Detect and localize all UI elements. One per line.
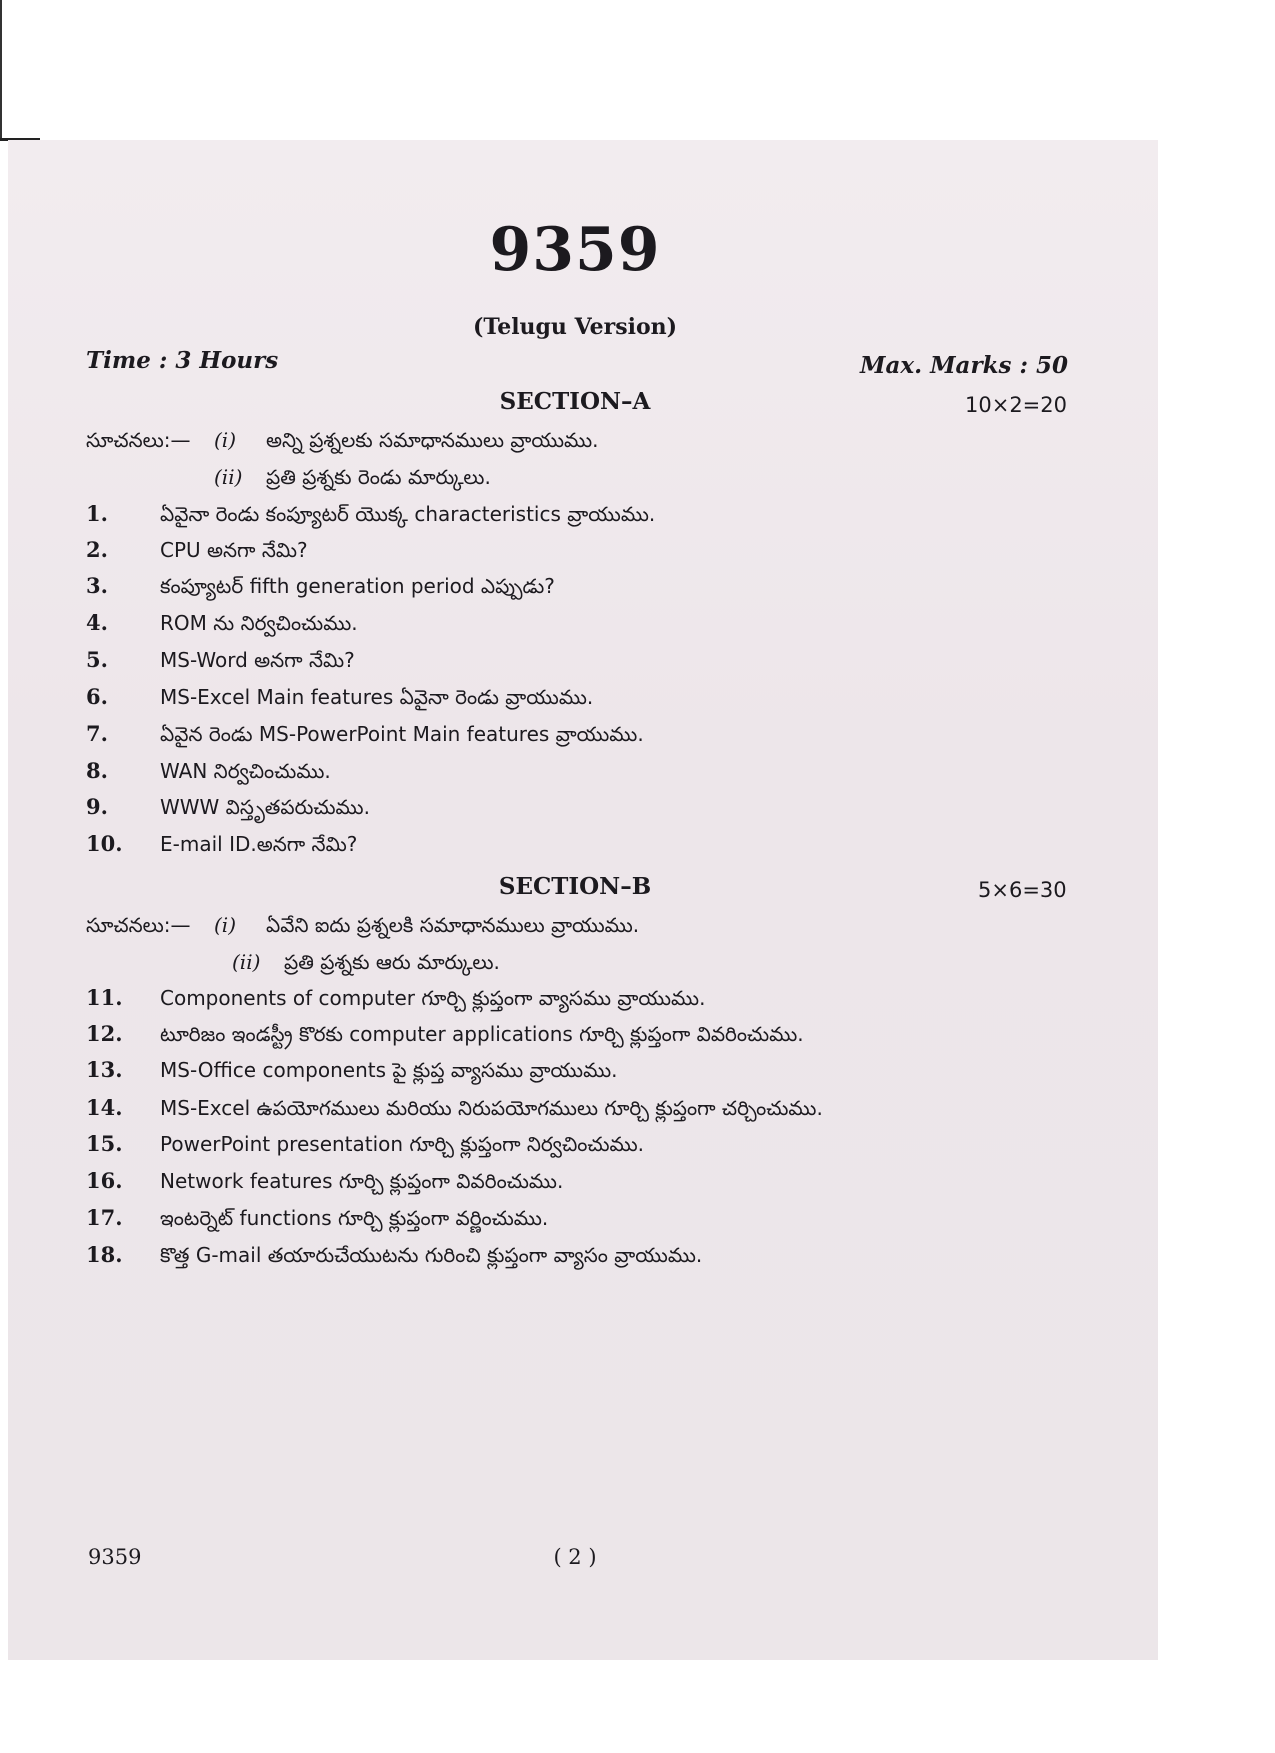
section-a-title: SECTION–A: [499, 388, 651, 415]
question-number: 2.: [86, 537, 108, 562]
page-left-edge: [0, 0, 2, 140]
question-16: [86, 1168, 563, 1198]
instructions-label: సూచనలు:—: [86, 428, 191, 452]
question-number: 12.: [86, 1021, 123, 1046]
paper-code: 9359: [489, 215, 661, 285]
section-a-instruction-2: [214, 465, 491, 494]
question-text: CPU అనగా నేమి?: [160, 538, 308, 562]
question-1: [86, 501, 655, 531]
instruction-text: ప్రతి ప్రశ్నకు రెండు మార్కులు.: [266, 465, 491, 489]
question-number: 17.: [86, 1205, 123, 1230]
instruction-number: (ii): [232, 950, 261, 974]
question-number: 18.: [86, 1242, 123, 1267]
section-b-title: SECTION–B: [498, 873, 652, 900]
question-number: 3.: [86, 573, 108, 598]
question-number: 1.: [86, 501, 108, 526]
question-number: 11.: [86, 985, 123, 1010]
instruction-text: అన్ని ప్రశ్నలకు సమాధానములు వ్రాయుము.: [266, 428, 599, 452]
question-text: కంప్యూటర్ fifth generation period ఎప్పుడు?: [160, 574, 555, 598]
question-5: [86, 647, 355, 677]
question-number: 8.: [86, 758, 108, 783]
section-b-instruction-1: [86, 913, 639, 942]
question-number: 6.: [86, 684, 108, 709]
question-text: Components of computer గూర్చి క్లుప్తంగా వ్యాసము వ్రాయుము.: [160, 986, 706, 1010]
question-9: [86, 794, 370, 824]
question-17: [86, 1205, 548, 1235]
question-3: [86, 573, 555, 603]
question-text: MS-Word అనగా నేమి?: [160, 648, 355, 672]
question-number: 14.: [86, 1095, 123, 1120]
exam-time: Time : 3 Hours: [86, 347, 279, 374]
question-text: WAN నిర్వచించుము.: [160, 759, 331, 783]
question-12: [86, 1021, 804, 1051]
question-number: 9.: [86, 794, 108, 819]
question-18: [86, 1242, 702, 1272]
question-number: 10.: [86, 831, 123, 856]
question-15: [86, 1131, 644, 1161]
instruction-text: ప్రతి ప్రశ్నకు ఆరు మార్కులు.: [284, 950, 500, 974]
question-text: WWW విస్తృతపరుచుము.: [160, 795, 370, 819]
question-text: ఇంటర్నెట్ functions గూర్చి క్లుప్తంగా వర్ణించుము.: [160, 1206, 549, 1230]
question-text: PowerPoint presentation గూర్చి క్లుప్తంగా నిర్వచించుము.: [160, 1132, 644, 1156]
section-b-marks: 5×6=30: [978, 878, 1067, 902]
footer-page-number: ( 2 ): [553, 1545, 597, 1569]
question-text: E-mail ID.అనగా నేమి?: [160, 832, 358, 856]
question-text: MS-Excel ఉపయోగములు మరియు నిరుపయోగములు గూర్చి క్లుప్తంగా చర్చించుము.: [160, 1096, 823, 1120]
question-11: [86, 985, 705, 1015]
section-b-instruction-2: [232, 950, 500, 979]
instruction-text: ఏవేని ఐదు ప్రశ్నలకి సమాధానములు వ్రాయుము.: [266, 913, 640, 937]
instruction-number: (i): [214, 428, 237, 452]
question-2: [86, 537, 308, 567]
section-a-marks: 10×2=20: [965, 393, 1067, 417]
question-text: ROM ను నిర్వచించుము.: [160, 611, 358, 635]
paper-version: (Telugu Version): [472, 314, 678, 340]
question-13: [86, 1057, 618, 1087]
question-6: [86, 684, 593, 714]
question-text: టూరిజం ఇండస్ట్రీ కొరకు computer applications గూర్చి క్లుప్తంగా వివరించుము.: [160, 1022, 804, 1046]
question-7: [86, 721, 644, 751]
question-number: 15.: [86, 1131, 123, 1156]
question-text: MS-Excel Main features ఏవైనా రెండు వ్రాయుము.: [160, 685, 594, 709]
max-marks: Max. Marks : 50: [860, 352, 1068, 379]
question-4: [86, 610, 358, 640]
footer-paper-code: 9359: [88, 1545, 142, 1569]
question-number: 13.: [86, 1057, 123, 1082]
question-number: 16.: [86, 1168, 123, 1193]
question-number: 4.: [86, 610, 108, 635]
question-text: MS-Office components పై క్లుప్త వ్యాసము వ్రాయుము.: [160, 1058, 618, 1082]
instructions-label: సూచనలు:—: [86, 913, 191, 937]
question-text: ఏవైన రెండు MS-PowerPoint Main features వ్రాయుము.: [160, 722, 644, 746]
instruction-number: (i): [214, 913, 237, 937]
question-text: Network features గూర్చి క్లుప్తంగా వివరించుము.: [160, 1169, 564, 1193]
question-text: ఏవైనా రెండు కంప్యూటర్ యొక్క characteristics వ్రాయుము.: [160, 502, 656, 526]
question-number: 5.: [86, 647, 108, 672]
question-14: [86, 1095, 823, 1125]
question-number: 7.: [86, 721, 108, 746]
question-text: కొత్త G-mail తయారుచేయుటను గురించి క్లుప్తంగా వ్యాసం వ్రాయుము.: [160, 1243, 703, 1267]
instruction-number: (ii): [214, 465, 243, 489]
question-10: [86, 831, 357, 861]
question-8: [86, 758, 331, 788]
section-a-instruction-1: [86, 428, 598, 457]
